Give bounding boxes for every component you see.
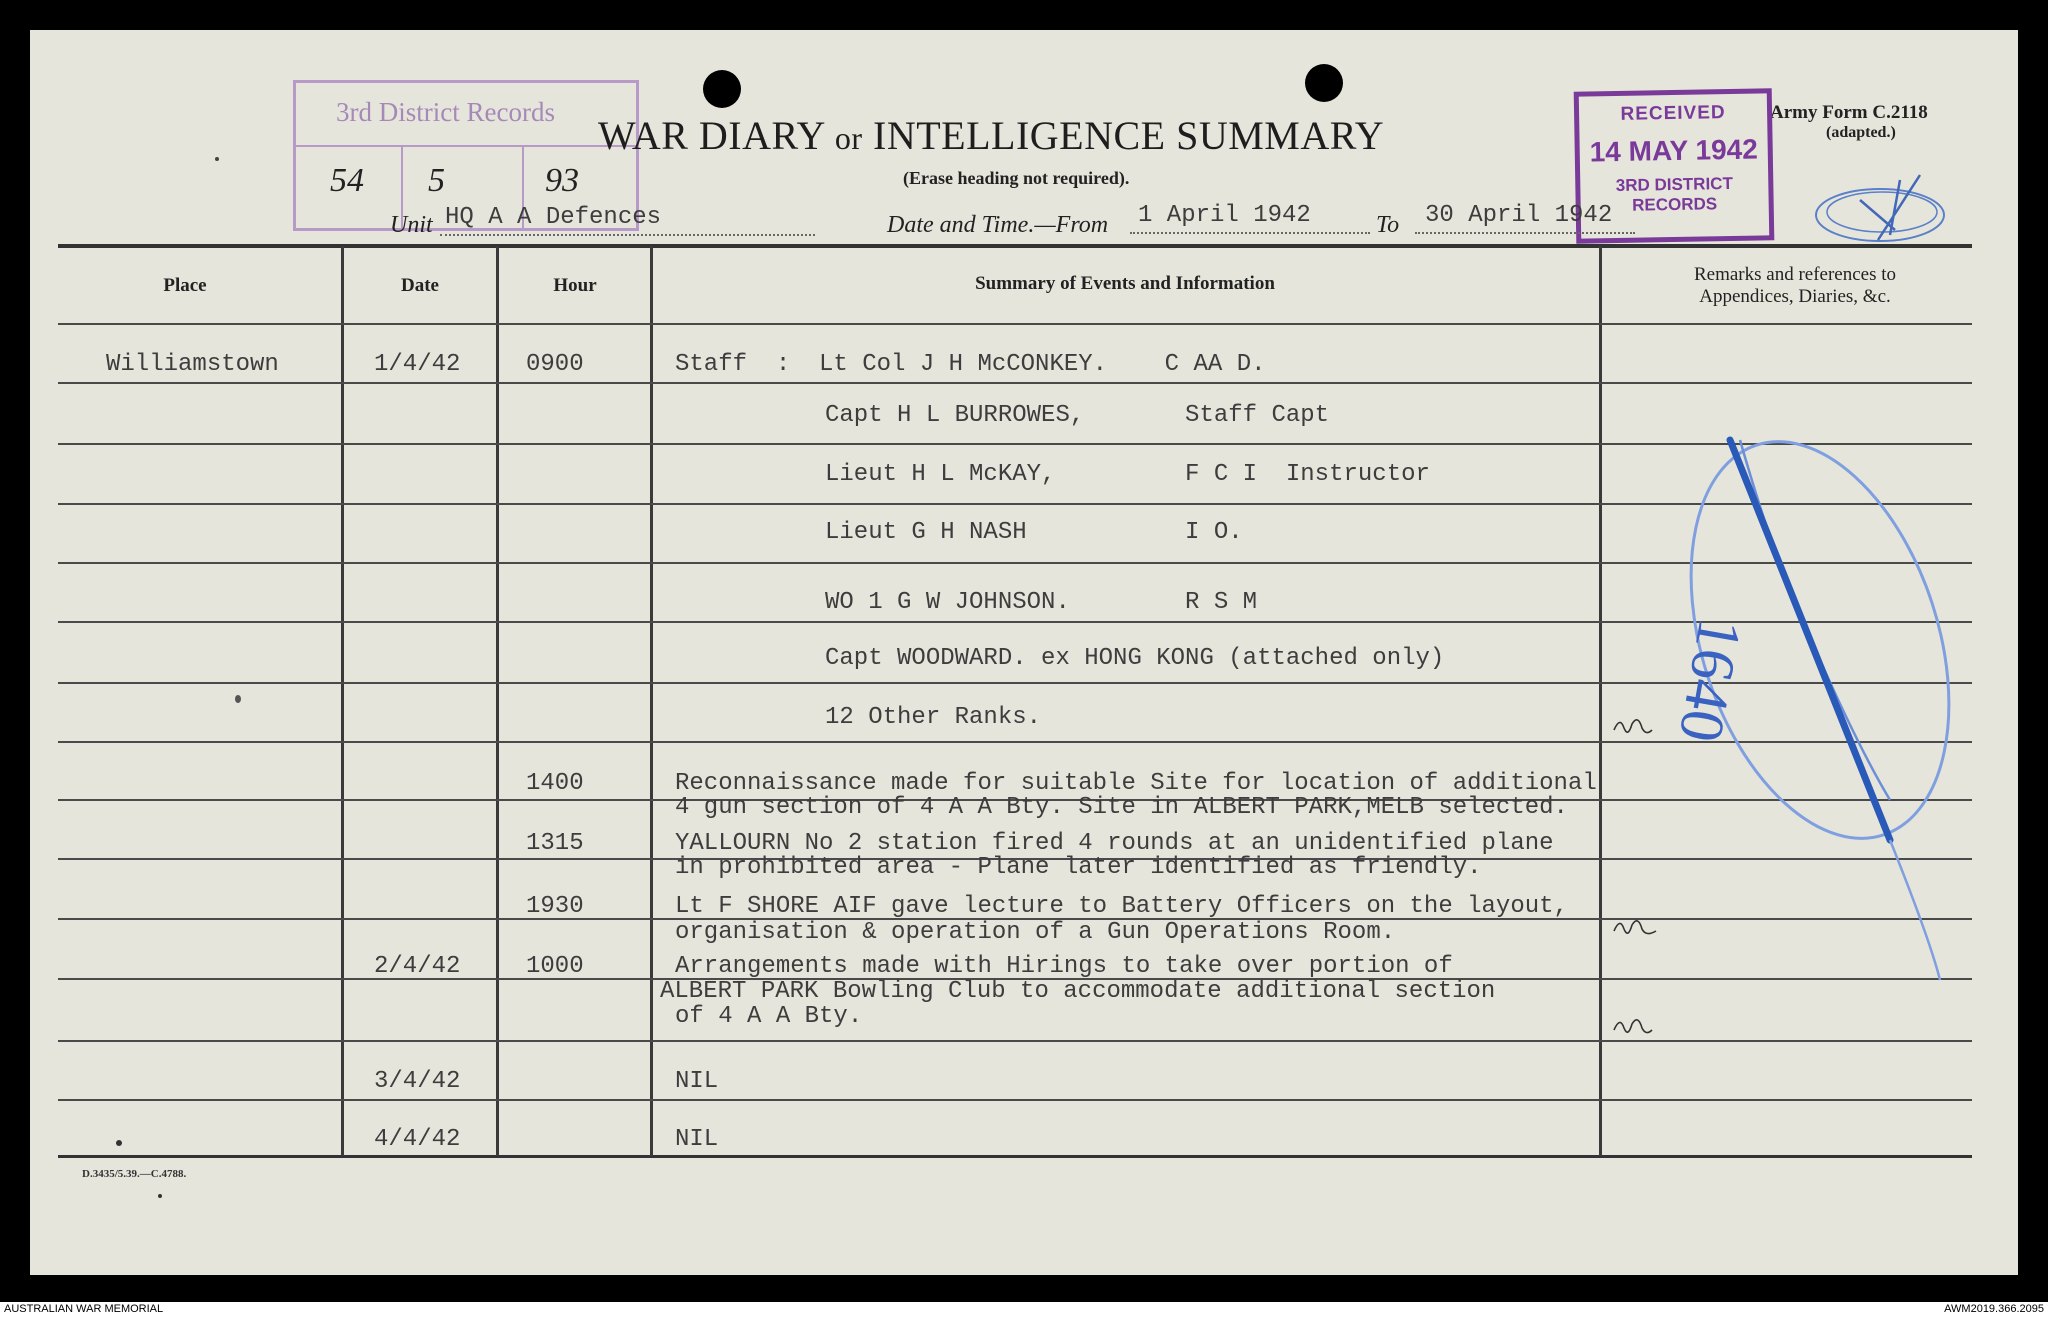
initials-mark bbox=[1612, 712, 1662, 742]
unit-value: HQ A A Defences bbox=[445, 204, 662, 231]
cell-hour: 1930 bbox=[526, 893, 584, 920]
column-header-remarks: Remarks and references to Appendices, Diaries, &c. bbox=[1693, 264, 1897, 307]
to-label: To bbox=[1376, 212, 1400, 238]
header-separator bbox=[58, 323, 1972, 325]
page-subtitle: (Erase heading not required). bbox=[903, 168, 1130, 188]
cell-summary: YALLOURN No 2 station fired 4 rounds at an unidentified plane bbox=[675, 830, 1554, 857]
cell-hour: 1400 bbox=[526, 770, 584, 797]
received-date: 14 MAY 1942 bbox=[1589, 133, 1759, 168]
initials-mark bbox=[1612, 1012, 1662, 1042]
from-underline bbox=[1130, 232, 1370, 234]
annotation-number: 1640 bbox=[1665, 613, 1755, 747]
cell-summary: Capt H L BURROWES, Staff Capt bbox=[825, 402, 1330, 429]
cell-date: 2/4/42 bbox=[374, 953, 461, 980]
table-top-border bbox=[58, 244, 1972, 248]
cell-summary-cont: ALBERT PARK Bowling Club to accommodate additional section bbox=[660, 978, 1496, 1005]
cell-summary: 12 Other Ranks. bbox=[825, 704, 1042, 731]
cell-summary-cont: 4 gun section of 4 A A Bty. Site in ALBERT PARK,MELB selected. bbox=[675, 794, 1568, 821]
unit-underline bbox=[440, 234, 815, 236]
punch-hole bbox=[1305, 64, 1343, 102]
cell-summary: Capt WOODWARD. ex HONG KONG (attached only) bbox=[825, 645, 1445, 672]
punch-hole bbox=[703, 70, 741, 108]
cell-summary: NIL bbox=[675, 1126, 719, 1153]
cell-summary: Reconnaissance made for suitable Site for location of additional bbox=[675, 770, 1597, 797]
records-cell-3: 93 bbox=[545, 162, 579, 199]
footer-right: AWM2019.366.2095 bbox=[1944, 1303, 2044, 1315]
margin-mark bbox=[158, 1194, 162, 1198]
adapted-label: (adapted.) bbox=[1826, 124, 1896, 141]
cell-hour: 1315 bbox=[526, 830, 584, 857]
row-line bbox=[58, 382, 1972, 384]
column-header-summary: Summary of Events and Information bbox=[975, 273, 1275, 294]
cell-place: Williamstown bbox=[106, 351, 279, 378]
column-header-place: Place bbox=[163, 275, 207, 296]
cell-date: 1/4/42 bbox=[374, 351, 461, 378]
cell-summary-cont: organisation & operation of a Gun Operations Room. bbox=[675, 919, 1396, 946]
army-form-label: Army Form C.2118 bbox=[1770, 102, 1928, 123]
received-records: RECORDS bbox=[1631, 194, 1718, 215]
cell-summary: Lieut G H NASH I O. bbox=[825, 519, 1243, 546]
received-label: RECEIVED bbox=[1620, 102, 1726, 125]
column-header-hour: Hour bbox=[553, 275, 597, 296]
cell-summary: WO 1 G W JOHNSON. R S M bbox=[825, 589, 1258, 616]
cell-hour: 1000 bbox=[526, 953, 584, 980]
print-code: D.3435/5.39.—C.4788. bbox=[82, 1168, 187, 1180]
row-line bbox=[58, 1099, 1972, 1101]
cell-summary: Lt F SHORE AIF gave lecture to Battery Officers on the layout, bbox=[675, 893, 1568, 920]
table-bottom-border bbox=[58, 1155, 1972, 1158]
margin-mark bbox=[235, 695, 241, 703]
footer-left: AUSTRALIAN WAR MEMORIAL bbox=[4, 1303, 164, 1315]
cell-hour: 0900 bbox=[526, 351, 584, 378]
cell-summary: NIL bbox=[675, 1068, 719, 1095]
cell-summary-cont: of 4 A A Bty. bbox=[675, 1003, 863, 1030]
initials-mark bbox=[1612, 913, 1662, 943]
cell-summary-cont: in prohibited area - Plane later identified as friendly. bbox=[675, 854, 1482, 881]
to-underline bbox=[1415, 232, 1635, 234]
column-header-date: Date bbox=[401, 275, 439, 296]
cell-summary: Lieut H L McKAY, F C I Instructor bbox=[825, 461, 1430, 488]
date-time-label: Date and Time.—From bbox=[887, 212, 1109, 238]
cell-summary: Staff : Lt Col J H McCONKEY. C AA D. bbox=[675, 351, 1266, 378]
cell-summary: Arrangements made with Hirings to take over portion of bbox=[675, 953, 1453, 980]
cell-date: 4/4/42 bbox=[374, 1126, 461, 1153]
row-line bbox=[58, 1040, 1972, 1042]
footer-bar bbox=[0, 1302, 2048, 1318]
records-cell-2: 5 bbox=[428, 162, 445, 199]
cell-date: 3/4/42 bbox=[374, 1068, 461, 1095]
records-cell-1: 54 bbox=[330, 162, 364, 199]
received-district: 3RD DISTRICT bbox=[1615, 173, 1734, 196]
margin-mark bbox=[116, 1140, 122, 1146]
district-records-title: 3rd District Records bbox=[336, 97, 555, 127]
from-value: 1 April 1942 bbox=[1138, 202, 1311, 229]
unit-label: Unit bbox=[390, 212, 433, 238]
to-value: 30 April 1942 bbox=[1425, 202, 1613, 229]
margin-mark bbox=[215, 157, 219, 161]
page-title: WAR DIARY or INTELLIGENCE SUMMARY bbox=[598, 113, 1385, 158]
